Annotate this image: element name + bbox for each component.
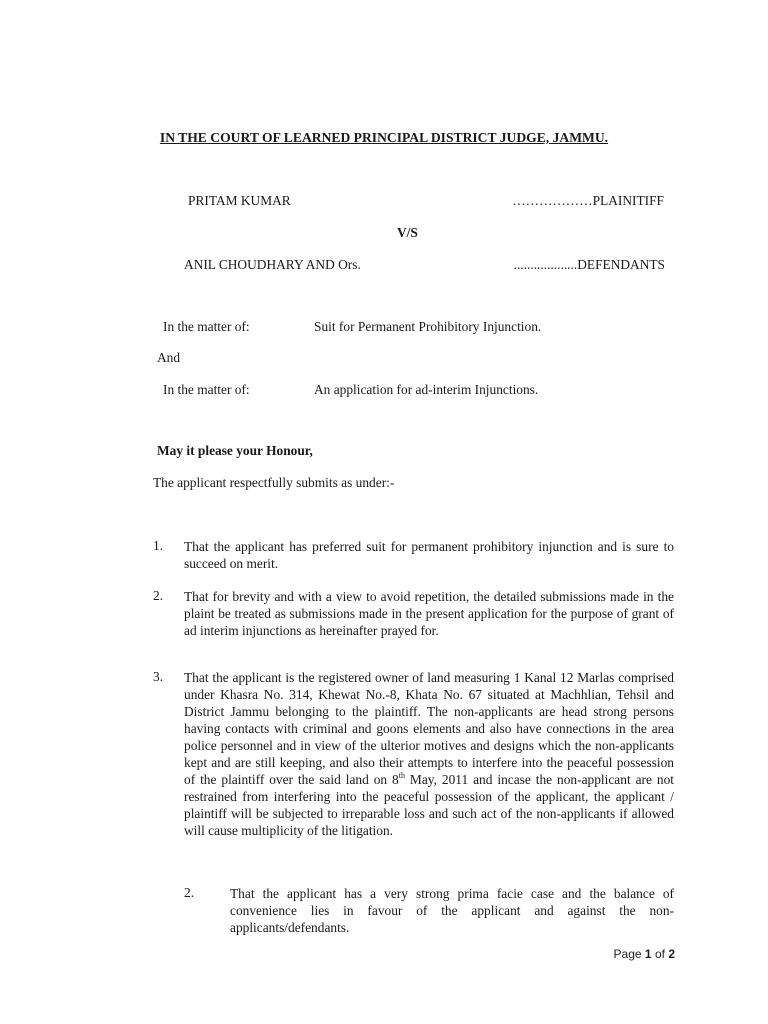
matter-label-1: In the matter of: [163,319,250,334]
page-current: 1 [644,947,652,961]
paragraph-number-2: 2. [153,588,164,603]
page-total: 2 [668,947,675,961]
defendant-role: ...................DEFENDANTS [513,257,665,272]
defendant-name: ANIL CHOUDHARY AND Ors. [184,257,361,272]
plaintiff-name: PRITAM KUMAR [188,193,291,208]
and-label: And [157,350,181,365]
paragraph-number-1: 1. [153,538,164,553]
page-word: Page [613,947,642,961]
paragraph-4: That the applicant has a very strong prima facie case and the balance of convenience lies in favour of the applicant and against the non-applicants/defendants. [230,886,674,935]
matter-value-1: Suit for Permanent Prohibitory Injunction. [314,319,542,334]
paragraph-number-4: 2. [184,885,195,900]
matter-value-2: An application for ad-interim Injunctions. [314,382,539,397]
plaintiff-role: ………………PLAINITIFF [512,193,664,208]
court-title: IN THE COURT OF LEARNED PRINCIPAL DISTRICT JUDGE, JAMMU. [159,130,609,145]
versus-label: V/S [397,225,418,240]
paragraph-2: That for brevity and with a view to avoid repetition, the detailed submissions made in the plaint be treated as submissions made in the present application for the purpose of grant of ad interim injunctions as hereinafter prayed for. [184,589,674,638]
intro-line: The applicant respectfully submits as under:- [153,475,395,490]
paragraph-3-text-after: May, 2011 and incase the non-applicant are not restrained from interfering into the peaceful possession of the applicant, the applicant / plaintiff will be subjected to irreparable loss and such act of the non-applicants if allowed will cause multiplicity of the litigation. [184,772,674,838]
paragraph-3-text-before: That the applicant is the registered owner of land measuring 1 Kanal 12 Marlas comprised under Khasra No. 314, Khewat No.-8, Khata No. 67 situated at Machhlian, Tehsil and District Jammu belonging to the plaintiff. The non-applicants are head strong persons having contacts with criminal and goons elements and also have connections in the area police personnel and in view of the ulterior motives and designs which the non-applicants kept and are still keeping, and also their attempts to interfere into the peaceful possession of the plaintiff over the said land on 8 [184,670,674,787]
paragraph-number-3: 3. [153,669,164,684]
paragraph-3 [184,669,674,839]
of-word: of [654,947,665,961]
paragraph-1: That the applicant has preferred suit for permanent prohibitory injunction and is sure to succeed on merit. [184,539,674,571]
page-footer [614,947,675,961]
salutation: May it please your Honour, [157,443,313,458]
ordinal-suffix: th [398,771,405,780]
matter-label-2: In the matter of: [163,382,250,397]
